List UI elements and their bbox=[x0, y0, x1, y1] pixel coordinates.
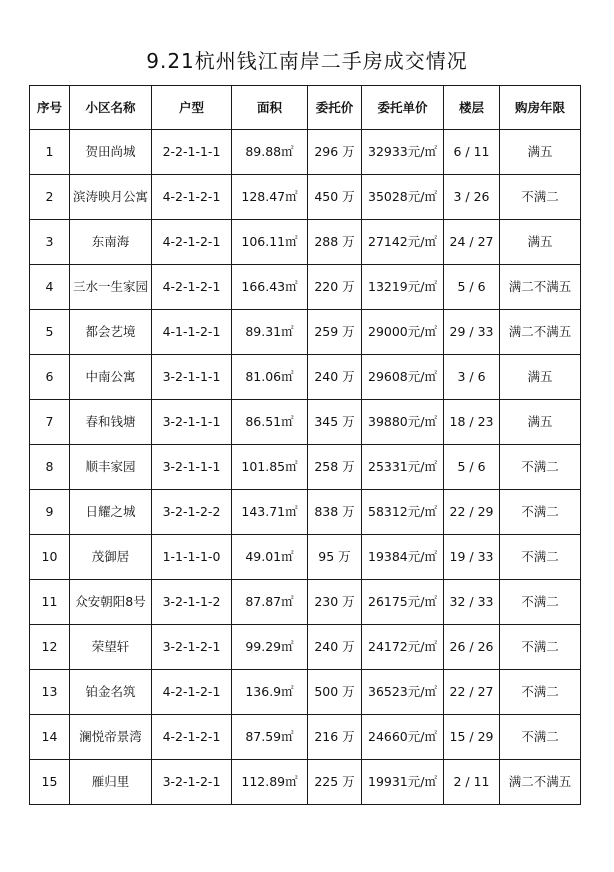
cell-price: 220 万 bbox=[308, 265, 362, 310]
cell-index: 2 bbox=[30, 175, 70, 220]
cell-floor: 29 / 33 bbox=[444, 310, 500, 355]
cell-ownership-years: 不满二 bbox=[500, 445, 581, 490]
cell-price: 345 万 bbox=[308, 400, 362, 445]
cell-layout: 4-1-1-2-1 bbox=[152, 310, 232, 355]
cell-area: 128.47㎡ bbox=[232, 175, 308, 220]
cell-index: 5 bbox=[30, 310, 70, 355]
header-index: 序号 bbox=[30, 86, 70, 130]
cell-price: 259 万 bbox=[308, 310, 362, 355]
cell-layout: 3-2-1-1-1 bbox=[152, 445, 232, 490]
cell-community: 中南公寓 bbox=[70, 355, 152, 400]
cell-unit-price: 35028元/㎡ bbox=[362, 175, 444, 220]
header-community: 小区名称 bbox=[70, 86, 152, 130]
cell-index: 14 bbox=[30, 715, 70, 760]
cell-community: 东南海 bbox=[70, 220, 152, 265]
cell-layout: 4-2-1-2-1 bbox=[152, 220, 232, 265]
cell-index: 1 bbox=[30, 130, 70, 175]
table-row bbox=[30, 130, 581, 175]
header-layout: 户型 bbox=[152, 86, 232, 130]
cell-price: 450 万 bbox=[308, 175, 362, 220]
table-row bbox=[30, 760, 581, 805]
cell-floor: 5 / 6 bbox=[444, 265, 500, 310]
cell-area: 136.9㎡ bbox=[232, 670, 308, 715]
table-row bbox=[30, 400, 581, 445]
table-row bbox=[30, 625, 581, 670]
cell-unit-price: 13219元/㎡ bbox=[362, 265, 444, 310]
header-ownership-years: 购房年限 bbox=[500, 86, 581, 130]
cell-ownership-years: 满五 bbox=[500, 355, 581, 400]
cell-area: 89.31㎡ bbox=[232, 310, 308, 355]
cell-unit-price: 58312元/㎡ bbox=[362, 490, 444, 535]
cell-floor: 15 / 29 bbox=[444, 715, 500, 760]
cell-layout: 4-2-1-2-1 bbox=[152, 670, 232, 715]
cell-community: 滨涛映月公寓 bbox=[70, 175, 152, 220]
table-row bbox=[30, 265, 581, 310]
cell-unit-price: 36523元/㎡ bbox=[362, 670, 444, 715]
table-row bbox=[30, 490, 581, 535]
cell-unit-price: 19384元/㎡ bbox=[362, 535, 444, 580]
cell-area: 99.29㎡ bbox=[232, 625, 308, 670]
cell-floor: 5 / 6 bbox=[444, 445, 500, 490]
cell-community: 日耀之城 bbox=[70, 490, 152, 535]
cell-ownership-years: 满五 bbox=[500, 130, 581, 175]
cell-area: 112.89㎡ bbox=[232, 760, 308, 805]
cell-floor: 22 / 29 bbox=[444, 490, 500, 535]
cell-floor: 6 / 11 bbox=[444, 130, 500, 175]
cell-unit-price: 27142元/㎡ bbox=[362, 220, 444, 265]
cell-index: 13 bbox=[30, 670, 70, 715]
cell-index: 15 bbox=[30, 760, 70, 805]
cell-floor: 2 / 11 bbox=[444, 760, 500, 805]
cell-floor: 3 / 26 bbox=[444, 175, 500, 220]
cell-floor: 3 / 6 bbox=[444, 355, 500, 400]
cell-ownership-years: 不满二 bbox=[500, 490, 581, 535]
cell-area: 87.87㎡ bbox=[232, 580, 308, 625]
cell-unit-price: 26175元/㎡ bbox=[362, 580, 444, 625]
header-area: 面积 bbox=[232, 86, 308, 130]
cell-layout: 3-2-1-2-1 bbox=[152, 625, 232, 670]
cell-area: 143.71㎡ bbox=[232, 490, 308, 535]
cell-floor: 32 / 33 bbox=[444, 580, 500, 625]
cell-price: 225 万 bbox=[308, 760, 362, 805]
table-row bbox=[30, 670, 581, 715]
cell-layout: 3-2-1-2-2 bbox=[152, 490, 232, 535]
cell-community: 茂御居 bbox=[70, 535, 152, 580]
cell-layout: 4-2-1-2-1 bbox=[152, 715, 232, 760]
cell-layout: 3-2-1-2-1 bbox=[152, 760, 232, 805]
cell-area: 166.43㎡ bbox=[232, 265, 308, 310]
cell-index: 4 bbox=[30, 265, 70, 310]
table-row bbox=[30, 310, 581, 355]
cell-floor: 26 / 26 bbox=[444, 625, 500, 670]
cell-area: 86.51㎡ bbox=[232, 400, 308, 445]
cell-community: 三水一生家园 bbox=[70, 265, 152, 310]
cell-community: 雁归里 bbox=[70, 760, 152, 805]
cell-area: 87.59㎡ bbox=[232, 715, 308, 760]
page-title: 9.21杭州钱江南岸二手房成交情况 bbox=[146, 49, 468, 73]
cell-floor: 24 / 27 bbox=[444, 220, 500, 265]
cell-community: 贺田尚城 bbox=[70, 130, 152, 175]
cell-community: 都会艺境 bbox=[70, 310, 152, 355]
cell-ownership-years: 满二不满五 bbox=[500, 310, 581, 355]
cell-floor: 19 / 33 bbox=[444, 535, 500, 580]
cell-price: 240 万 bbox=[308, 355, 362, 400]
header-price: 委托价 bbox=[308, 86, 362, 130]
cell-unit-price: 24660元/㎡ bbox=[362, 715, 444, 760]
table-row bbox=[30, 535, 581, 580]
table-row bbox=[30, 355, 581, 400]
transactions-table bbox=[29, 85, 581, 805]
cell-ownership-years: 满二不满五 bbox=[500, 760, 581, 805]
cell-index: 3 bbox=[30, 220, 70, 265]
cell-index: 6 bbox=[30, 355, 70, 400]
cell-price: 216 万 bbox=[308, 715, 362, 760]
cell-floor: 18 / 23 bbox=[444, 400, 500, 445]
cell-index: 9 bbox=[30, 490, 70, 535]
cell-ownership-years: 不满二 bbox=[500, 715, 581, 760]
cell-ownership-years: 不满二 bbox=[500, 625, 581, 670]
cell-layout: 4-2-1-2-1 bbox=[152, 175, 232, 220]
cell-price: 230 万 bbox=[308, 580, 362, 625]
cell-unit-price: 19931元/㎡ bbox=[362, 760, 444, 805]
cell-layout: 3-2-1-1-1 bbox=[152, 400, 232, 445]
table-row bbox=[30, 715, 581, 760]
cell-index: 7 bbox=[30, 400, 70, 445]
cell-price: 838 万 bbox=[308, 490, 362, 535]
cell-price: 500 万 bbox=[308, 670, 362, 715]
cell-price: 95 万 bbox=[308, 535, 362, 580]
cell-community: 众安朝阳8号 bbox=[70, 580, 152, 625]
cell-area: 49.01㎡ bbox=[232, 535, 308, 580]
cell-layout: 3-2-1-1-2 bbox=[152, 580, 232, 625]
cell-area: 81.06㎡ bbox=[232, 355, 308, 400]
cell-community: 铂金名筑 bbox=[70, 670, 152, 715]
cell-ownership-years: 满五 bbox=[500, 220, 581, 265]
cell-community: 澜悦帝景湾 bbox=[70, 715, 152, 760]
cell-layout: 1-1-1-1-0 bbox=[152, 535, 232, 580]
cell-ownership-years: 满二不满五 bbox=[500, 265, 581, 310]
cell-community: 荣望轩 bbox=[70, 625, 152, 670]
cell-layout: 4-2-1-2-1 bbox=[152, 265, 232, 310]
cell-index: 12 bbox=[30, 625, 70, 670]
table-row bbox=[30, 445, 581, 490]
cell-floor: 22 / 27 bbox=[444, 670, 500, 715]
cell-area: 89.88㎡ bbox=[232, 130, 308, 175]
cell-ownership-years: 满五 bbox=[500, 400, 581, 445]
cell-price: 258 万 bbox=[308, 445, 362, 490]
cell-ownership-years: 不满二 bbox=[500, 580, 581, 625]
cell-unit-price: 29000元/㎡ bbox=[362, 310, 444, 355]
cell-index: 11 bbox=[30, 580, 70, 625]
header-unit-price: 委托单价 bbox=[362, 86, 444, 130]
cell-unit-price: 39880元/㎡ bbox=[362, 400, 444, 445]
table-row bbox=[30, 175, 581, 220]
cell-ownership-years: 不满二 bbox=[500, 175, 581, 220]
cell-community: 春和钱塘 bbox=[70, 400, 152, 445]
cell-price: 296 万 bbox=[308, 130, 362, 175]
cell-price: 240 万 bbox=[308, 625, 362, 670]
cell-unit-price: 29608元/㎡ bbox=[362, 355, 444, 400]
cell-price: 288 万 bbox=[308, 220, 362, 265]
cell-unit-price: 32933元/㎡ bbox=[362, 130, 444, 175]
cell-area: 101.85㎡ bbox=[232, 445, 308, 490]
table-header-row bbox=[30, 86, 581, 130]
cell-community: 顺丰家园 bbox=[70, 445, 152, 490]
cell-ownership-years: 不满二 bbox=[500, 670, 581, 715]
cell-area: 106.11㎡ bbox=[232, 220, 308, 265]
header-floor: 楼层 bbox=[444, 86, 500, 130]
table-row bbox=[30, 580, 581, 625]
cell-unit-price: 25331元/㎡ bbox=[362, 445, 444, 490]
cell-index: 10 bbox=[30, 535, 70, 580]
cell-index: 8 bbox=[30, 445, 70, 490]
cell-layout: 3-2-1-1-1 bbox=[152, 355, 232, 400]
cell-unit-price: 24172元/㎡ bbox=[362, 625, 444, 670]
cell-layout: 2-2-1-1-1 bbox=[152, 130, 232, 175]
table-row bbox=[30, 220, 581, 265]
cell-ownership-years: 不满二 bbox=[500, 535, 581, 580]
